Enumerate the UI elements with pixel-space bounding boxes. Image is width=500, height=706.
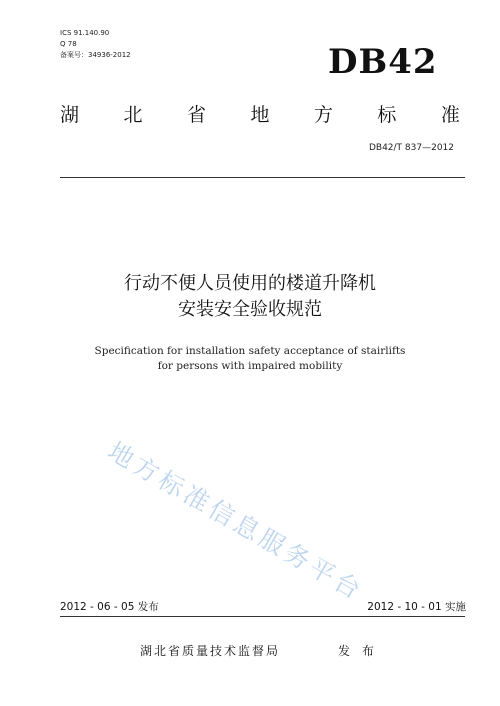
heading-char: 标: [377, 104, 397, 126]
title-cn-line1: 行动不便人员使用的楼道升降机: [124, 273, 376, 294]
heading-char: 方: [313, 104, 333, 126]
issuing-authority: 湖北省质量技术监督局: [140, 644, 281, 658]
standard-type-heading: [60, 100, 460, 127]
heading-char: 准: [440, 104, 460, 126]
classification-info: [60, 28, 131, 61]
publish-date: 2012 - 06 - 05 发布: [60, 601, 159, 613]
heading-char: 湖: [60, 104, 80, 126]
title-en-line2: for persons with impaired mobility: [157, 360, 343, 372]
issued-label: 发 布: [338, 644, 378, 658]
implementation-date: 2012 - 10 - 01 实施: [367, 601, 466, 613]
title-cn-line2: 安装安全验收规范: [178, 299, 322, 320]
ics-code: ICS 91.140.90: [60, 29, 110, 37]
heading-char: 地: [250, 104, 270, 126]
standard-code: DB42/T 837—2012: [368, 143, 454, 153]
filing-number: 备案号：34936-2012: [60, 51, 131, 59]
heading-char: 省: [186, 104, 206, 126]
db42-logo: DB42: [328, 42, 438, 82]
top-divider: [60, 177, 465, 178]
ccs-code: Q 78: [60, 40, 77, 48]
bottom-divider: [60, 616, 465, 617]
title-en-line1: Specification for installation safety acceptance of stairlifts: [94, 345, 406, 357]
watermark: 地方标准信息服务平台: [103, 436, 369, 607]
heading-char: 北: [123, 104, 143, 126]
